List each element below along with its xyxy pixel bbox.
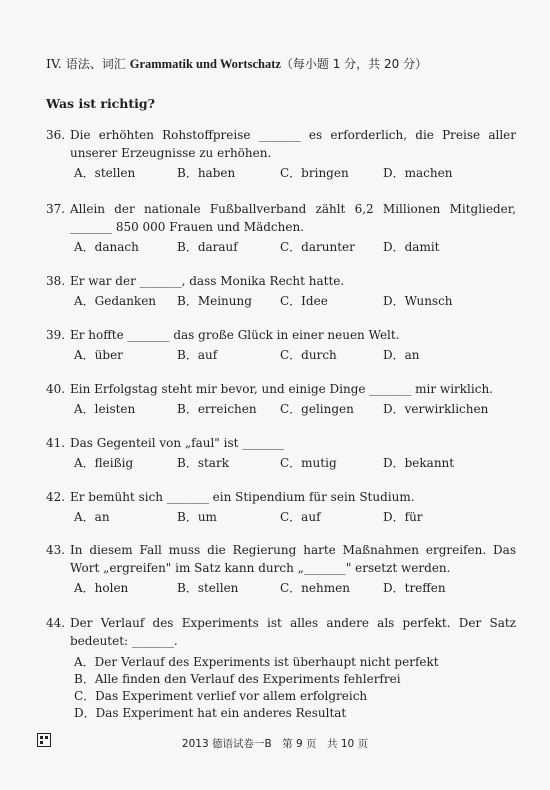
question-number: 40. bbox=[46, 382, 66, 396]
section-numeral: IV. bbox=[46, 56, 62, 71]
option-c: C．gelingen bbox=[280, 402, 354, 416]
question-43 bbox=[46, 541, 516, 597]
question-36 bbox=[46, 126, 516, 182]
option-a: A．stellen bbox=[74, 166, 136, 180]
option-a: A．an bbox=[74, 510, 110, 524]
option-c: C．Das Experiment verlief vor allem erfolgreich bbox=[74, 689, 368, 703]
option-d: D．an bbox=[383, 348, 420, 362]
option-d: D．Wunsch bbox=[383, 294, 453, 308]
question-37 bbox=[46, 200, 516, 256]
option-b: B．stellen bbox=[177, 581, 239, 595]
section-title bbox=[46, 55, 427, 72]
question-text: In diesem Fall muss die Regierung harte Maßnahmen ergreifen. Das Wort „ergreifen" im Satz kann durch „_______" ersetzt werden. bbox=[70, 543, 516, 575]
option-c: C．Idee bbox=[280, 294, 328, 308]
option-d: D．bekannt bbox=[383, 456, 455, 470]
option-a: A．fleißig bbox=[74, 456, 134, 470]
question-number: 43. bbox=[46, 543, 66, 557]
question-text: Er hoffte _______ das große Glück in einer neuen Welt. bbox=[70, 328, 400, 342]
question-44 bbox=[46, 614, 516, 722]
question-number: 38. bbox=[46, 274, 66, 288]
option-c: C．mutig bbox=[280, 456, 337, 470]
question-number: 37. bbox=[46, 202, 66, 216]
option-b: B．stark bbox=[177, 456, 229, 470]
section-points: （每小题 1 分，共 20 分） bbox=[280, 57, 428, 71]
question-40 bbox=[46, 380, 516, 418]
option-b: B．darauf bbox=[177, 240, 238, 254]
question-number: 42. bbox=[46, 490, 66, 504]
option-d: D．Das Experiment hat ein anderes Resultat bbox=[74, 706, 347, 720]
option-b: B．haben bbox=[177, 166, 236, 180]
question-number: 41. bbox=[46, 436, 66, 450]
option-c: C．durch bbox=[280, 348, 337, 362]
question-text: Der Verlauf des Experiments ist alles andere als perfekt. Der Satz bedeutet: _______. bbox=[70, 616, 516, 648]
option-c: C．darunter bbox=[280, 240, 355, 254]
option-a: A．leisten bbox=[74, 402, 136, 416]
footer-text: 2013 德语试卷一B 第 9 页 共 10 页 bbox=[181, 738, 369, 750]
option-d: D．damit bbox=[383, 240, 440, 254]
question-text: Das Gegenteil von „faul" ist _______ bbox=[70, 436, 285, 450]
option-c: C．nehmen bbox=[280, 581, 350, 595]
question-number: 39. bbox=[46, 328, 66, 342]
option-d: D．verwirklichen bbox=[383, 402, 489, 416]
question-text: Ein Erfolgstag steht mir bevor, und einige Dinge _______ mir wirklich. bbox=[70, 382, 493, 396]
question-text: Allein der nationale Fußballverband zählt 6,2 Millionen Mitglieder, _______ 850 000 Frauen und Mädchen. bbox=[70, 202, 516, 234]
option-b: B．Meinung bbox=[177, 294, 252, 308]
question-39 bbox=[46, 326, 516, 364]
question-42 bbox=[46, 488, 516, 526]
option-a: A．Gedanken bbox=[74, 294, 157, 308]
option-a: A．Der Verlauf des Experiments ist überhaupt nicht perfekt bbox=[74, 655, 439, 669]
option-b: B．erreichen bbox=[177, 402, 257, 416]
question-number: 44. bbox=[46, 616, 66, 630]
section-title-german: Grammatik und Wortschatz bbox=[129, 57, 281, 71]
option-d: D．treffen bbox=[383, 581, 446, 595]
question-number: 36. bbox=[46, 128, 66, 142]
option-c: C．bringen bbox=[280, 166, 349, 180]
instruction-heading: Was ist richtig? bbox=[46, 96, 155, 111]
question-41 bbox=[46, 434, 516, 472]
page-footer bbox=[0, 736, 550, 751]
option-b: B．auf bbox=[177, 348, 218, 362]
option-b: B．Alle finden den Verlauf des Experiments fehlerfrei bbox=[74, 672, 401, 686]
option-a: A．über bbox=[74, 348, 123, 362]
question-38 bbox=[46, 272, 516, 310]
option-a: A．holen bbox=[74, 581, 129, 595]
question-text: Er bemüht sich _______ ein Stipendium für sein Studium. bbox=[70, 490, 415, 504]
option-d: D．machen bbox=[383, 166, 453, 180]
question-text: Er war der _______, dass Monika Recht hatte. bbox=[70, 274, 345, 288]
option-b: B．um bbox=[177, 510, 217, 524]
option-d: D．für bbox=[383, 510, 423, 524]
question-text: Die erhöhten Rohstoffpreise _______ es erforderlich, die Preise aller unserer Erzeugnisse zu erhöhen. bbox=[70, 128, 516, 160]
option-a: A．danach bbox=[74, 240, 139, 254]
option-c: C．auf bbox=[280, 510, 321, 524]
section-title-chinese: 语法、词汇 bbox=[65, 57, 126, 71]
